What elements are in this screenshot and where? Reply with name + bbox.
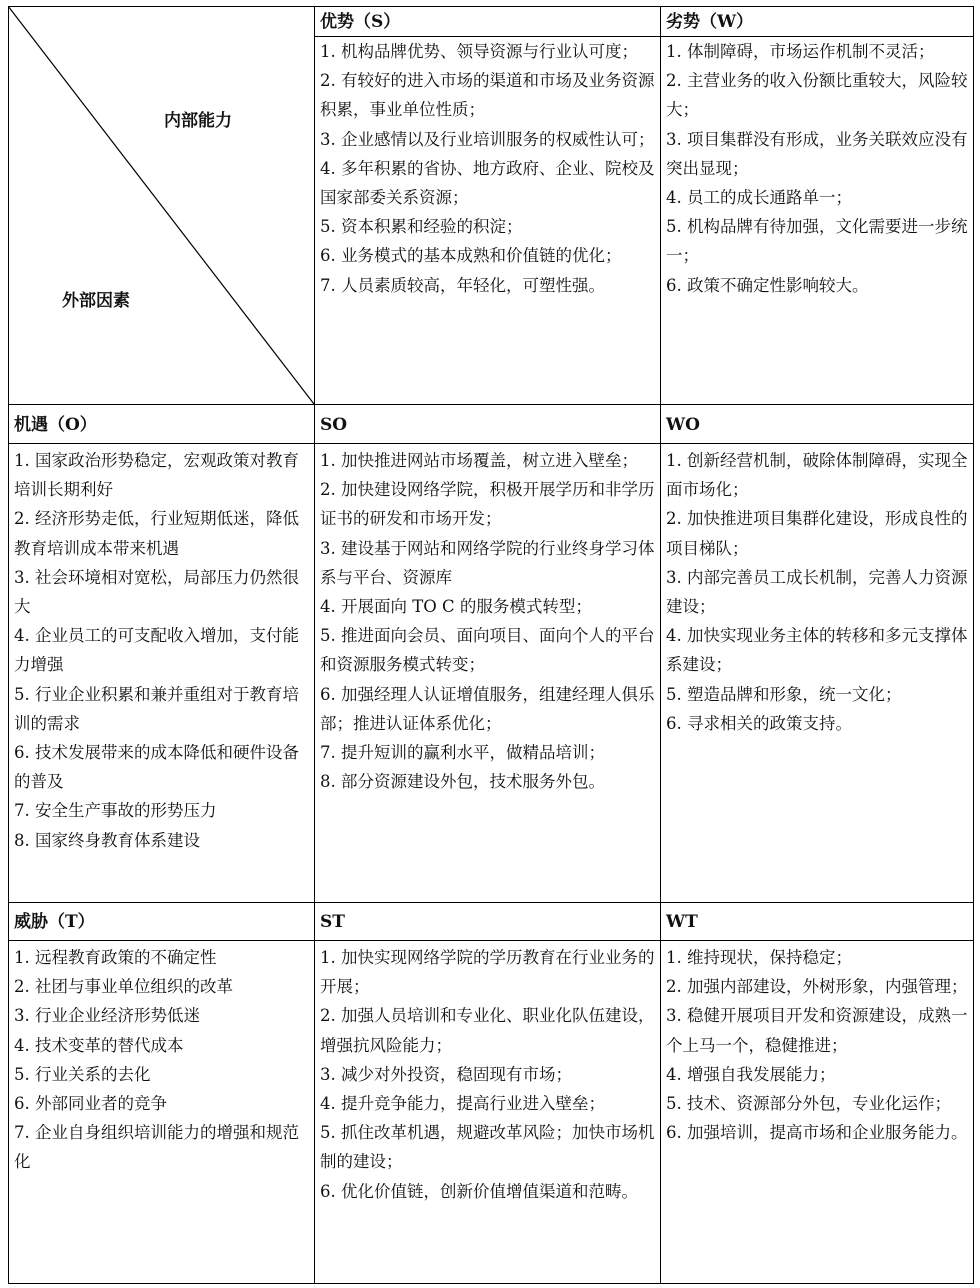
threats-item: 4. 技术变革的替代成本 bbox=[14, 1035, 184, 1055]
opportunities-item: 7. 安全生产事故的形势压力 bbox=[14, 801, 217, 821]
so-header: SO bbox=[320, 415, 348, 435]
external-factors-label: 外部因素 bbox=[62, 291, 130, 311]
st-header: ST bbox=[320, 912, 345, 932]
wo-item: 2. 加快推进项目集群化建设，形成良性的项目梯队； bbox=[666, 509, 968, 558]
wt-item: 6. 加强培训，提高市场和企业服务能力。 bbox=[666, 1123, 968, 1143]
strengths-item: 4. 多年积累的省协、地方政府、企业、院校及国家部委关系资源； bbox=[320, 158, 655, 208]
threats-header: 威胁（T） bbox=[14, 912, 95, 932]
so-item: 5. 推进面向会员、面向项目、面向个人的平台和资源服务模式转变； bbox=[320, 626, 655, 675]
threats-item: 2. 社团与事业单位组织的改革 bbox=[14, 977, 233, 997]
strengths-item: 2. 有较好的进入市场的渠道和市场及业务资源积累，事业单位性质； bbox=[320, 71, 655, 120]
weaknesses-item: 3. 项目集群没有形成，业务关联效应没有突出显现； bbox=[666, 129, 968, 178]
wo-header: WO bbox=[666, 415, 700, 435]
threats-item: 1. 远程教育政策的不确定性 bbox=[14, 948, 217, 967]
wt-item: 3. 稳健开展项目开发和资源建设，成熟一个上马一个，稳健推进； bbox=[666, 1006, 968, 1055]
weaknesses-item: 5. 机构品牌有待加强，文化需要进一步统一； bbox=[666, 217, 968, 266]
so-item: 3. 建设基于网站和网络学院的行业终身学习体系与平台、资源库 bbox=[320, 538, 655, 587]
st-item: 1. 加快实现网络学院的学历教育在行业业务的开展； bbox=[320, 948, 655, 997]
threats-item: 5. 行业关系的去化 bbox=[14, 1064, 151, 1084]
wt-strategies-list bbox=[661, 943, 973, 1283]
weaknesses-item: 2. 主营业务的收入份额比重较大，风险较大； bbox=[666, 71, 968, 120]
so-item: 4. 开展面向 TO C 的服务模式转型； bbox=[320, 597, 592, 617]
opportunities-item: 1. 国家政治形势稳定，宏观政策对教育培训长期利好 bbox=[14, 451, 299, 500]
opportunities-item: 6. 技术发展带来的成本降低和硬件设备的普及 bbox=[14, 743, 299, 792]
grid-line bbox=[8, 940, 974, 941]
st-item: 4. 提升竞争能力，提高行业进入壁垒； bbox=[320, 1094, 605, 1114]
st-item: 3. 减少对外投资，稳固现有市场； bbox=[320, 1064, 572, 1084]
strengths-list bbox=[315, 37, 660, 404]
diagonal-line bbox=[8, 6, 314, 404]
strengths-item: 7. 人员素质较高，年轻化，可塑性强。 bbox=[320, 275, 605, 295]
so-item: 7. 提升短训的赢利水平，做精品培训； bbox=[320, 743, 605, 763]
grid-line bbox=[8, 1283, 974, 1284]
wo-item: 1. 创新经营机制，破除体制障碍，实现全面市场化； bbox=[666, 451, 968, 500]
internal-capability-label: 内部能力 bbox=[164, 111, 232, 131]
opportunities-item: 4. 企业员工的可支配收入增加，支付能力增强 bbox=[14, 626, 299, 675]
wo-item: 3. 内部完善员工成长机制，完善人力资源建设； bbox=[666, 567, 968, 617]
corner-diagonal bbox=[8, 6, 315, 405]
strengths-item: 3. 企业感情以及行业培训服务的权威性认可； bbox=[320, 129, 655, 149]
weaknesses-header: 劣势（W） bbox=[666, 12, 754, 32]
wo-item: 5. 塑造品牌和形象，统一文化； bbox=[666, 684, 902, 704]
opportunities-header: 机遇（O） bbox=[14, 415, 97, 435]
grid-line bbox=[973, 6, 974, 1284]
threats-item: 7. 企业自身组织培训能力的增强和规范化 bbox=[14, 1123, 299, 1172]
wo-item: 6. 寻求相关的政策支持。 bbox=[666, 713, 852, 733]
threats-item: 3. 行业企业经济形势低迷 bbox=[14, 1006, 200, 1026]
weaknesses-item: 1. 体制障碍，市场运作机制不灵活； bbox=[666, 42, 935, 61]
st-item: 5. 抓住改革机遇，规避改革风险；加快市场机制的建设； bbox=[320, 1123, 655, 1172]
st-item: 2. 加强人员培训和专业化、职业化队伍建设，增强抗风险能力； bbox=[320, 1006, 655, 1055]
wo-item: 4. 加快实现业务主体的转移和多元支撑体系建设； bbox=[666, 626, 968, 675]
wt-header: WT bbox=[666, 912, 698, 932]
swot-matrix-table bbox=[8, 6, 974, 1284]
threats-list bbox=[9, 943, 314, 1283]
wt-item: 5. 技术、资源部分外包，专业化运作； bbox=[666, 1094, 951, 1114]
so-item: 8. 部分资源建设外包，技术服务外包。 bbox=[320, 772, 605, 792]
strengths-item: 5. 资本积累和经验的积淀； bbox=[320, 217, 523, 237]
weaknesses-list bbox=[661, 37, 973, 404]
st-strategies-list bbox=[315, 943, 660, 1283]
opportunities-item: 5. 行业企业积累和兼并重组对于教育培训的需求 bbox=[14, 684, 299, 733]
so-item: 6. 加强经理人认证增值服务，组建经理人俱乐部；推进认证体系优化； bbox=[320, 684, 655, 733]
so-strategies-list bbox=[315, 446, 660, 902]
st-item: 6. 优化价值链，创新价值增值渠道和范畴。 bbox=[320, 1181, 638, 1201]
so-item: 2. 加快建设网络学院，积极开展学历和非学历证书的研发和市场开发； bbox=[320, 480, 655, 529]
strengths-item: 6. 业务模式的基本成熟和价值链的优化； bbox=[320, 246, 622, 266]
so-item: 1. 加快推进网站市场覆盖，树立进入壁垒； bbox=[320, 451, 638, 470]
wt-item: 2. 加强内部建设，外树形象，内强管理； bbox=[666, 977, 968, 997]
weaknesses-item: 4. 员工的成长通路单一； bbox=[666, 188, 852, 208]
opportunities-list bbox=[9, 446, 314, 902]
opportunities-item: 8. 国家终身教育体系建设 bbox=[14, 830, 200, 850]
weaknesses-item: 6. 政策不确定性影响较大。 bbox=[666, 275, 869, 295]
threats-item: 6. 外部同业者的竞争 bbox=[14, 1094, 167, 1114]
opportunities-item: 3. 社会环境相对宽松，局部压力仍然很大 bbox=[14, 567, 299, 617]
strengths-item: 1. 机构品牌优势、领导资源与行业认可度； bbox=[320, 42, 638, 61]
opportunities-item: 2. 经济形势走低，行业短期低迷，降低教育培训成本带来机遇 bbox=[14, 509, 299, 558]
grid-line bbox=[8, 443, 974, 444]
strengths-header: 优势（S） bbox=[320, 12, 401, 32]
wo-strategies-list bbox=[661, 446, 973, 902]
wt-item: 4. 增强自我发展能力； bbox=[666, 1064, 836, 1084]
wt-item: 1. 维持现状，保持稳定； bbox=[666, 948, 852, 967]
